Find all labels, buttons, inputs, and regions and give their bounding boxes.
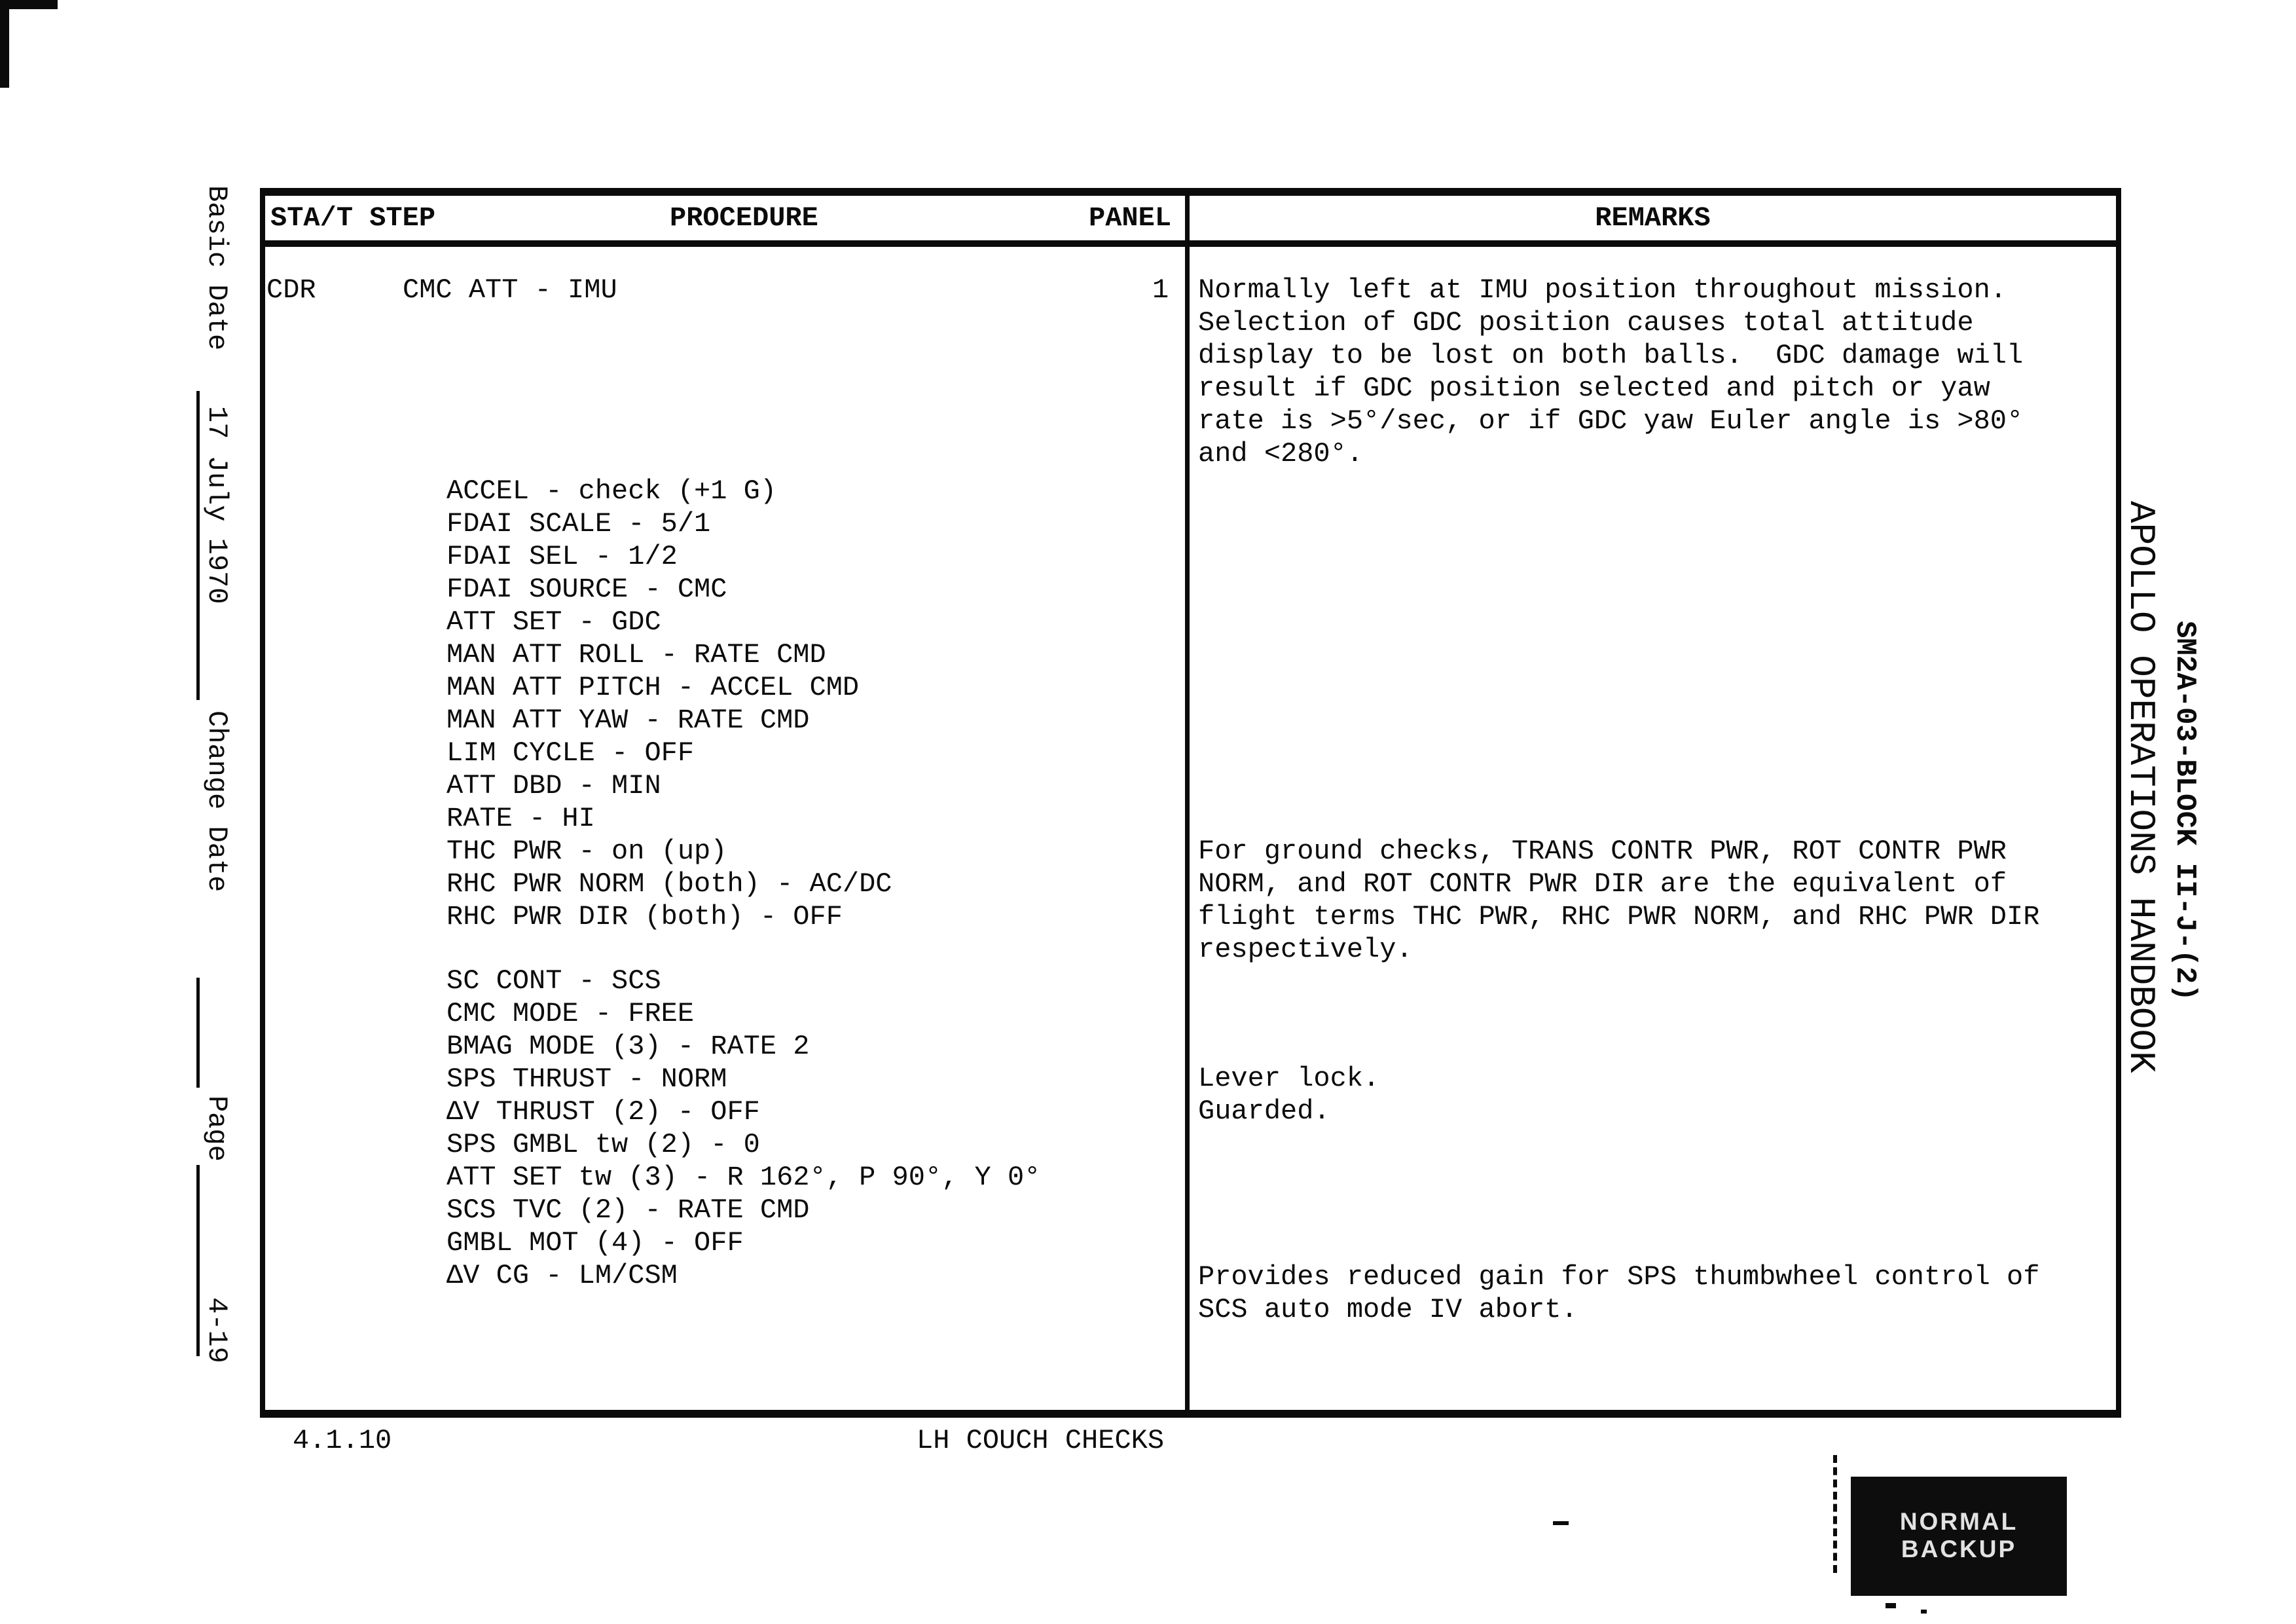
change-date-label: Change Date — [201, 710, 232, 893]
procedure-block-1 — [446, 475, 892, 933]
remarks-line: For ground checks, TRANS CONTR PWR, ROT CONTR PWR — [1198, 836, 2007, 867]
scan-artifact — [1886, 1603, 1896, 1608]
procedure-step: MAN ATT ROLL - RATE CMD — [446, 639, 826, 671]
procedure-block-2 — [446, 965, 1040, 1292]
scan-artifact — [0, 0, 58, 9]
station-cell: CDR — [266, 274, 316, 306]
procedure-step: MAN ATT YAW - RATE CMD — [446, 705, 810, 736]
column-header-remarks: REMARKS — [1595, 202, 1711, 234]
remarks-column-divider — [1185, 196, 1190, 1410]
normal-backup-stamp — [1851, 1477, 2067, 1596]
remarks-line: flight terms THC PWR, RHC PWR NORM, and RHC PWR DIR — [1198, 901, 2040, 932]
basic-date-underline — [196, 391, 200, 700]
remarks-line: and <280°. — [1198, 438, 1364, 470]
procedure-first-line: CMC ATT - IMU — [403, 274, 617, 306]
procedure-step: ΔV THRUST (2) - OFF — [446, 1096, 760, 1128]
section-title: LH COUCH CHECKS — [917, 1425, 1165, 1456]
basic-date-value: 17 July 1970 — [201, 406, 232, 604]
procedure-step: BMAG MODE (3) - RATE 2 — [446, 1031, 810, 1062]
remarks-line: Guarded. — [1198, 1096, 1330, 1127]
procedure-step: SPS THRUST - NORM — [446, 1063, 727, 1095]
remarks-line: display to be lost on both balls. GDC damage will — [1198, 340, 2024, 371]
remarks-line: Lever lock. — [1198, 1063, 1380, 1094]
change-date-underline — [196, 978, 200, 1088]
table-header-row — [265, 196, 2116, 247]
page-number: 4-19 — [201, 1297, 232, 1363]
panel-cell: 1 — [1152, 274, 1169, 306]
remarks-block-4 — [1198, 1261, 2039, 1326]
remarks-block-3 — [1198, 1062, 1379, 1128]
scan-artifact — [0, 0, 9, 88]
procedure-step: ATT DBD - MIN — [446, 770, 661, 802]
column-header-sta-t-step: STA/T STEP — [270, 202, 436, 234]
document-number: SM2A-03-BLOCK II-J-(2) — [2168, 621, 2201, 1001]
remarks-line: NORM, and ROT CONTR PWR DIR are the equivalent of — [1198, 868, 2007, 900]
remarks-line: Selection of GDC position causes total attitude — [1198, 307, 1974, 339]
procedure-step: FDAI SOURCE - CMC — [446, 574, 727, 605]
remarks-line: rate is >5°/sec, or if GDC yaw Euler angle is >80° — [1198, 405, 2024, 437]
procedure-step: SPS GMBL tw (2) - 0 — [446, 1129, 760, 1160]
stamp-label: NORMAL BACKUP — [1899, 1508, 2018, 1562]
dashed-fold-mark — [1833, 1455, 1837, 1573]
remarks-block-1 — [1198, 274, 2023, 470]
basic-date-label: Basic Date — [201, 185, 232, 351]
procedure-step: ATT SET - GDC — [446, 606, 661, 638]
procedure-step: FDAI SEL - 1/2 — [446, 541, 678, 572]
procedure-step: FDAI SCALE - 5/1 — [446, 508, 711, 540]
scan-artifact — [1553, 1521, 1569, 1525]
procedure-step: SCS TVC (2) - RATE CMD — [446, 1194, 810, 1226]
procedure-step: RHC PWR DIR (both) - OFF — [446, 901, 843, 932]
procedure-step: CMC MODE - FREE — [446, 998, 695, 1029]
procedure-step: THC PWR - on (up) — [446, 836, 727, 867]
procedure-step: ATT SET tw (3) - R 162°, P 90°, Y 0° — [446, 1162, 1041, 1193]
handbook-title: APOLLO OPERATIONS HANDBOOK — [2120, 501, 2162, 1073]
procedure-step: MAN ATT PITCH - ACCEL CMD — [446, 672, 860, 703]
remarks-block-2 — [1198, 835, 2039, 966]
procedure-step: LIM CYCLE - OFF — [446, 737, 695, 769]
section-number: 4.1.10 — [293, 1425, 392, 1456]
procedure-step: GMBL MOT (4) - OFF — [446, 1227, 744, 1259]
remarks-line: Normally left at IMU position throughout mission. — [1198, 274, 2007, 306]
remarks-line: SCS auto mode IV abort. — [1198, 1294, 1578, 1325]
procedure-step: RHC PWR NORM (both) - AC/DC — [446, 868, 892, 900]
page-label: Page — [201, 1096, 232, 1162]
column-header-panel: PANEL — [1089, 202, 1172, 234]
procedure-step: ΔV CG - LM/CSM — [446, 1260, 678, 1291]
scan-artifact — [1921, 1610, 1927, 1614]
page-underline — [196, 1165, 200, 1356]
remarks-line: Provides reduced gain for SPS thumbwheel control of — [1198, 1261, 2040, 1293]
procedure-step: ACCEL - check (+1 G) — [446, 475, 777, 507]
remarks-line: respectively. — [1198, 934, 1413, 965]
procedure-step: SC CONT - SCS — [446, 965, 661, 997]
remarks-line: result if GDC position selected and pitch or yaw — [1198, 373, 1990, 404]
procedure-step: RATE - HI — [446, 803, 595, 834]
column-header-procedure: PROCEDURE — [670, 202, 818, 234]
